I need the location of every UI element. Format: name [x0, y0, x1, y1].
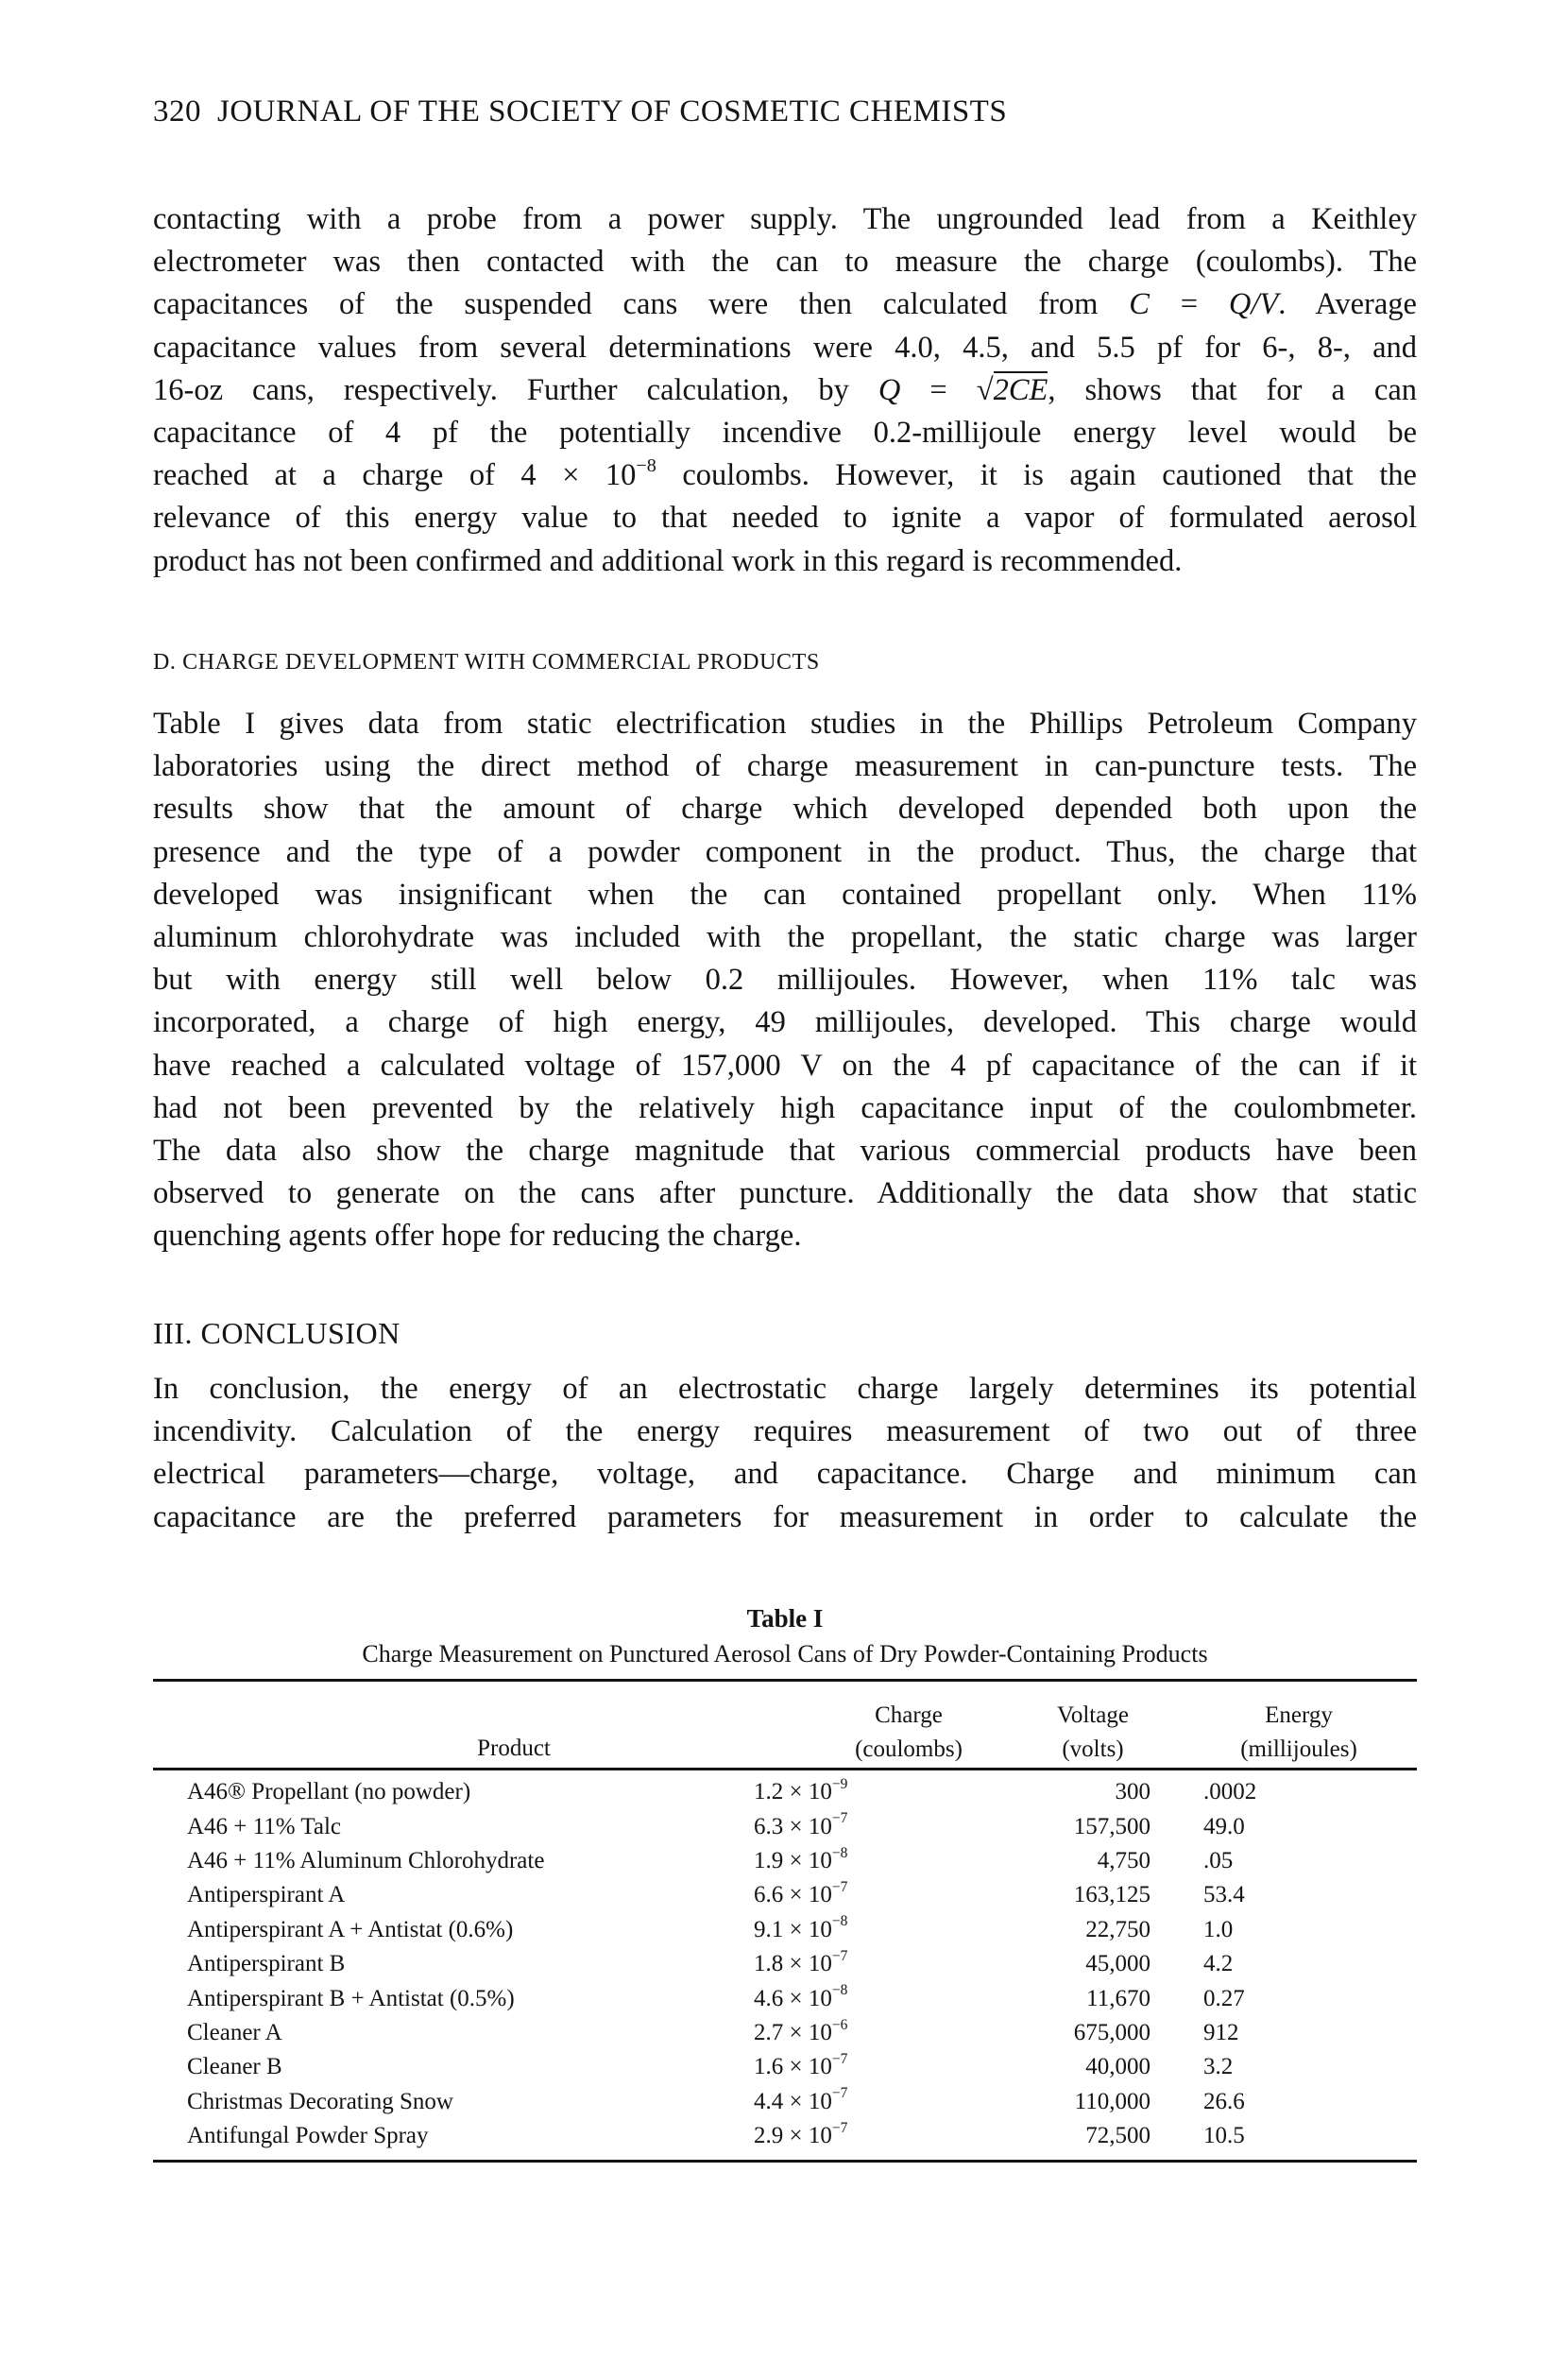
cell-charge [725, 1878, 999, 1912]
text-line: The data also show the charge magnitude that various commercial products have been [153, 1134, 1417, 1169]
table-row [153, 1878, 1417, 1912]
formula-equals: = [1149, 287, 1229, 322]
column-header-voltage-unit: (volts) [1062, 1736, 1124, 1762]
charge-exponent: −7 [831, 2050, 848, 2067]
table-header-rule [153, 1768, 1417, 1770]
charge-mantissa: 6.6 × 10 [754, 1882, 832, 1908]
column-header-voltage [1022, 1699, 1164, 1767]
charge-exponent: −7 [831, 1947, 848, 1964]
running-head [153, 94, 1417, 129]
cell-product: Antiperspirant B [187, 1951, 346, 1977]
charge-mantissa: 1.9 × 10 [754, 1847, 832, 1873]
charge-exponent: −7 [831, 1810, 848, 1827]
text-line: capacitance values from several determinations were 4.0, 4.5, and 5.5 pf for 6-, 8-, and [153, 330, 1417, 365]
charge-mantissa: 1.6 × 10 [754, 2054, 832, 2080]
cell-energy: 53.4 [1203, 1882, 1245, 1908]
paragraph-capacitance [153, 198, 1417, 583]
text-line: incorporated, a charge of high energy, 49 millijoules, developed. This charge would [153, 1005, 1417, 1040]
text-line: relevance of this energy value to that needed to ignite a vapor of formulated aerosol [153, 501, 1417, 536]
table-caption: Charge Measurement on Punctured Aerosol Cans of Dry Powder-Containing Products [362, 1640, 1208, 1667]
cell-charge [725, 1913, 999, 1947]
table-row [153, 2085, 1417, 2119]
cell-voltage: 45,000 [1085, 1951, 1150, 1977]
cell-product: Antiperspirant A + Antistat (0.6%) [187, 1916, 514, 1942]
text-line: 16-oz cans, respectively. Further calculation, by Q = √2CE, shows that for a can [153, 372, 1417, 407]
text-line: In conclusion, the energy of an electrostatic charge largely determines its potential [153, 1372, 1417, 1406]
paragraph-conclusion [153, 1368, 1417, 1539]
cell-voltage: 11,670 [1086, 1985, 1150, 2011]
journal-title: JOURNAL OF THE SOCIETY OF COSMETIC CHEMISTS [217, 94, 1008, 128]
cell-voltage: 72,500 [1085, 2123, 1150, 2149]
cell-voltage: 300 [1115, 1779, 1150, 1805]
text-line: have reached a calculated voltage of 157,000 V on the 4 pf capacitance of the can if it [153, 1048, 1417, 1083]
cell-product: Cleaner A [187, 2019, 282, 2045]
formula-q-radicand: 2CE [993, 372, 1048, 407]
column-header-charge [814, 1699, 1003, 1767]
charge-exponent: −7 [831, 2085, 848, 2102]
text-line: developed was insignificant when the can contained propellant only. When 11% [153, 877, 1417, 912]
charge-exponent: −7 [831, 1879, 848, 1896]
text-line: had not been prevented by the relatively high capacitance input of the coulombmeter. [153, 1090, 1417, 1125]
cell-energy: 0.27 [1203, 1985, 1245, 2011]
table-row [153, 1913, 1417, 1947]
cell-voltage: 110,000 [1074, 2088, 1150, 2114]
charge-mantissa: 2.7 × 10 [754, 2019, 832, 2045]
column-header-energy [1209, 1699, 1389, 1767]
cell-charge [725, 1947, 999, 1981]
formula-c-rhs: Q/V [1228, 287, 1279, 322]
cell-product: A46 + 11% Aluminum Chlorohydrate [187, 1847, 545, 1873]
table-row [153, 2119, 1417, 2153]
table-row [153, 2050, 1417, 2084]
text-line: presence and the type of a powder component in the product. Thus, the charge that [153, 834, 1417, 869]
cell-charge [725, 2050, 999, 2084]
cell-voltage: 157,500 [1073, 1813, 1150, 1839]
table-row [153, 1809, 1417, 1843]
text-line: electrometer was then contacted with the can to measure the charge (coulombs). The [153, 245, 1417, 280]
table-row [153, 1844, 1417, 1878]
charge-exponent: −8 [831, 1982, 848, 1999]
sqrt-symbol: √ [976, 372, 994, 407]
cell-charge [725, 2119, 999, 2153]
table-row [153, 1947, 1417, 1981]
column-header-charge-unit: (coulombs) [855, 1736, 963, 1762]
charge-mantissa: 1.8 × 10 [754, 1951, 832, 1977]
cell-voltage: 675,000 [1073, 2019, 1150, 2045]
cell-voltage: 163,125 [1073, 1882, 1150, 1908]
charge-exponent: −7 [831, 2119, 848, 2136]
table-top-rule [153, 1679, 1417, 1682]
section-heading-d: D. CHARGE DEVELOPMENT WITH COMMERCIAL PRODUCTS [153, 650, 820, 675]
data-table [153, 1775, 1417, 2153]
charge-exponent: −8 [831, 1844, 848, 1861]
column-header-energy-label: Energy [1265, 1702, 1333, 1728]
cell-energy: 4.2 [1203, 1951, 1234, 1977]
text-line: capacitance are the preferred parameters for measurement in order to calculate the [153, 1499, 1417, 1534]
charge-exponent: −8 [831, 1913, 848, 1930]
cell-energy: .0002 [1203, 1779, 1257, 1805]
cell-charge [725, 2085, 999, 2119]
formula-q-lhs: Q [878, 372, 901, 407]
cell-charge [725, 2016, 999, 2050]
paragraph-section-d [153, 703, 1417, 1258]
table-bottom-rule [153, 2160, 1417, 2163]
cell-energy: 1.0 [1203, 1916, 1234, 1942]
cell-product: A46® Propellant (no powder) [187, 1779, 471, 1805]
cell-product: Antiperspirant B + Antistat (0.5%) [187, 1985, 515, 2011]
charge-exponent: −6 [831, 2016, 848, 2033]
cell-product: Cleaner B [187, 2054, 282, 2080]
section-heading-conclusion: III. CONCLUSION [153, 1316, 401, 1350]
cell-product: A46 + 11% Talc [187, 1813, 342, 1839]
cell-voltage: 4,750 [1097, 1847, 1150, 1873]
text-line: capacitance of 4 pf the potentially incendive 0.2-millijoule energy level would be [153, 416, 1417, 451]
text-line: incendivity. Calculation of the energy requires measurement of two out of three [153, 1414, 1417, 1449]
column-header-energy-unit: (millijoules) [1240, 1736, 1357, 1762]
cell-energy: 10.5 [1203, 2123, 1245, 2149]
exponent: −8 [636, 455, 656, 477]
table-row [153, 1981, 1417, 2015]
column-header-voltage-label: Voltage [1057, 1702, 1129, 1728]
cell-energy: 912 [1203, 2019, 1239, 2045]
text-line: quenching agents offer hope for reducing the charge. [153, 1219, 802, 1254]
table-title: Table I [746, 1604, 824, 1633]
table-row [153, 1775, 1417, 1809]
formula-c-lhs: C [1129, 287, 1150, 322]
cell-energy: .05 [1203, 1847, 1234, 1873]
cell-voltage: 22,750 [1085, 1916, 1150, 1942]
table-row [153, 2016, 1417, 2050]
text-line: Table I gives data from static electrification studies in the Phillips Petroleum Company [153, 707, 1417, 741]
text-line: aluminum chlorohydrate was included with the propellant, the static charge was larger [153, 920, 1417, 955]
text-line: capacitances of the suspended cans were then calculated from C = Q/V. Average [153, 287, 1417, 322]
cell-charge [725, 1775, 999, 1809]
text-line: laboratories using the direct method of charge measurement in can-puncture tests. The [153, 749, 1417, 784]
text-line: reached at a charge of $4 \times 10^{-8}$ coulombs. However, it is again cautioned that the [153, 455, 1417, 493]
cell-charge [725, 1809, 999, 1843]
charge-exponent: −9 [831, 1775, 848, 1792]
charge-mantissa: 9.1 × 10 [754, 1916, 832, 1942]
text-line: but with energy still well below 0.2 millijoules. However, when 11% talc was [153, 963, 1417, 998]
column-header-product: Product [477, 1736, 551, 1761]
table-body [153, 1775, 1417, 2153]
page-number: 320 [153, 94, 201, 128]
text-line: contacting with a probe from a power supply. The ungrounded lead from a Keithley [153, 202, 1417, 236]
text-line: results show that the amount of charge which developed depended both upon the [153, 792, 1417, 827]
cell-product: Antiperspirant A [187, 1882, 346, 1908]
charge-mantissa: 2.9 × 10 [754, 2123, 832, 2149]
charge-mantissa: 1.2 × 10 [754, 1779, 832, 1805]
text-line: observed to generate on the cans after puncture. Additionally the data show that static [153, 1176, 1417, 1211]
cell-energy: 26.6 [1203, 2088, 1245, 2114]
cell-charge [725, 1844, 999, 1878]
charge-mantissa: 6.3 × 10 [754, 1813, 832, 1839]
charge-mantissa: 4.4 × 10 [754, 2088, 832, 2114]
formula-equals: = [900, 372, 977, 407]
cell-voltage: 40,000 [1085, 2054, 1150, 2080]
text-line: electrical parameters—charge, voltage, and capacitance. Charge and minimum can [153, 1457, 1417, 1492]
column-header-charge-label: Charge [875, 1702, 943, 1728]
cell-product: Christmas Decorating Snow [187, 2088, 453, 2114]
charge-mantissa: 4.6 × 10 [754, 1985, 832, 2011]
cell-product: Antifungal Powder Spray [187, 2123, 429, 2149]
text-line: product has not been confirmed and additional work in this regard is recommended. [153, 543, 1183, 578]
cell-charge [725, 1981, 999, 2015]
cell-energy: 3.2 [1203, 2054, 1234, 2080]
cell-energy: 49.0 [1203, 1813, 1245, 1839]
